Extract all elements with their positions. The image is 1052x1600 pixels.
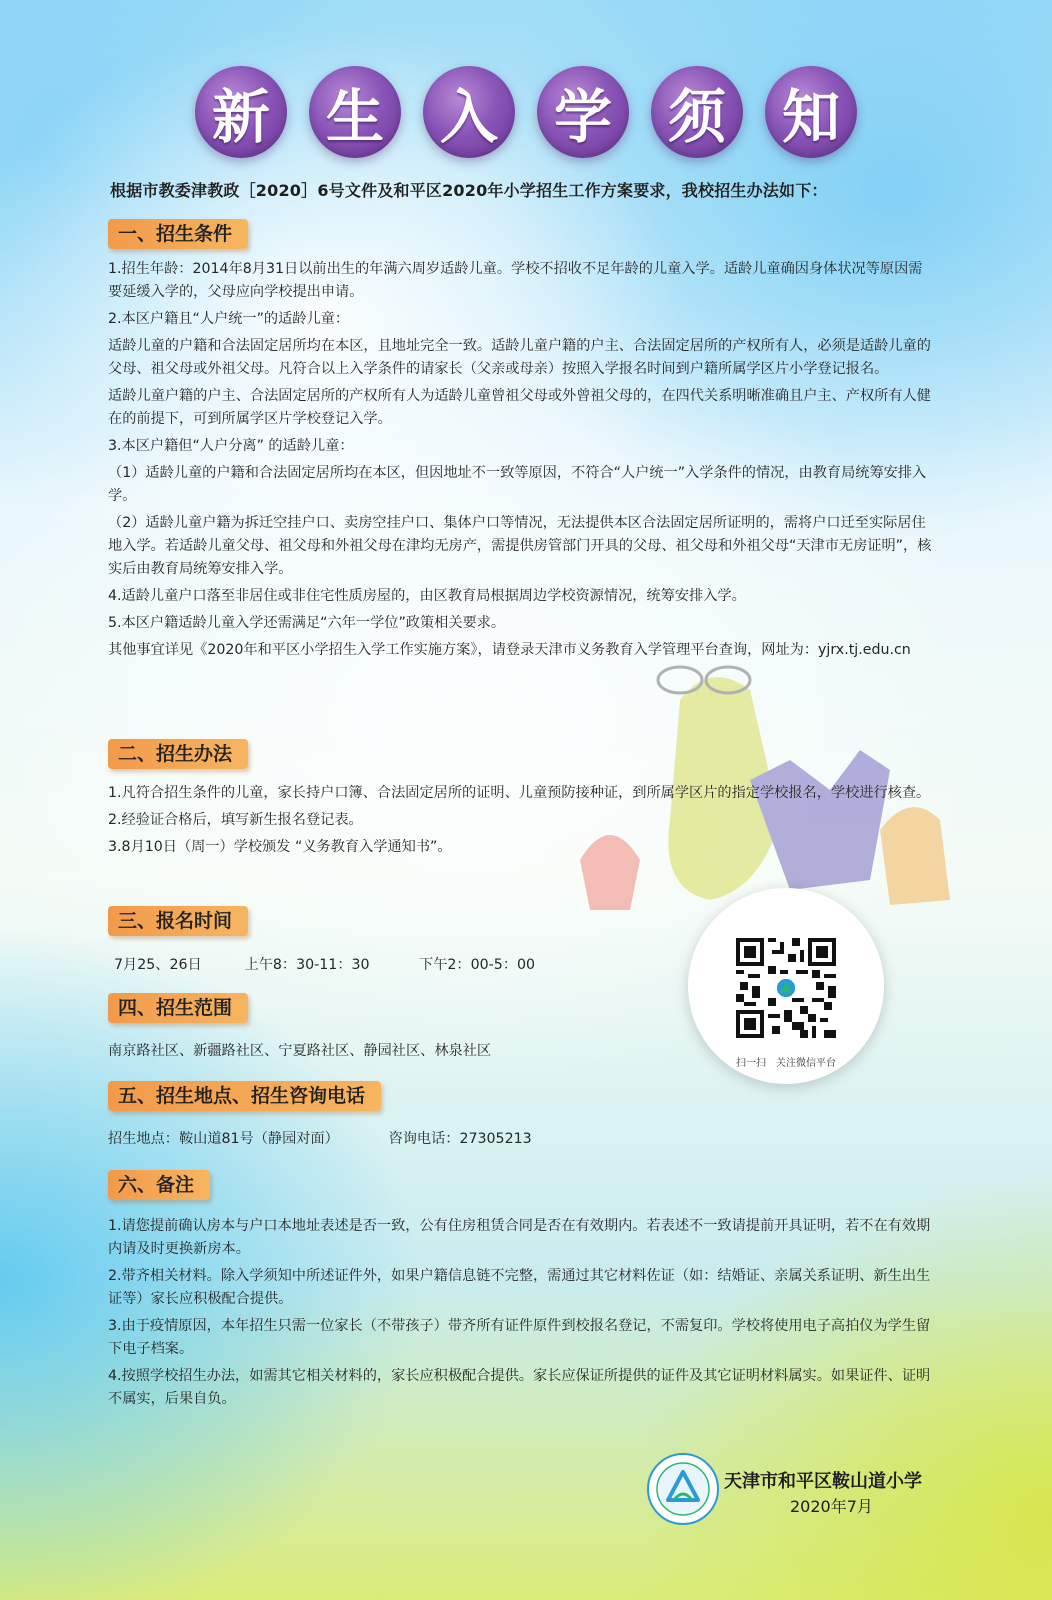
- section-heading-conditions: 一、招生条件: [108, 219, 248, 249]
- section-heading-range: 四、招生范围: [108, 993, 248, 1023]
- section-heading-method: 二、招生办法: [108, 739, 248, 769]
- time-afternoon: 下午2：00-5：00: [419, 957, 536, 973]
- paragraph: 1.凡符合招生条件的儿童，家长持户口簿、合法固定居所的证明、儿童预防接种证，到所属学区片的指定学校报名，学校进行核查。: [108, 785, 931, 801]
- paragraph: 4.适龄儿童户口落至非居住或非住宅性质房屋的，由区教育局根据周边学校资源情况，统筹安排入学。: [108, 588, 746, 604]
- section-body-conditions: [108, 258, 934, 666]
- paragraph: （2）适龄儿童户籍为拆迁空挂户口、卖房空挂户口、集体户口等情况，无法提供本区合法固定居所证明的，需将户口迁至实际居住地入学。若适龄儿童父母、祖父母和外祖父母在津均无房产，需提供房管部门开具的父母、祖父母和外祖父母“天津市无房证明”，核实后由教育局统筹安排入学。: [108, 515, 932, 577]
- section-heading-time: 三、报名时间: [108, 906, 248, 936]
- paragraph: 其他事宜详见《2020年和平区小学招生入学工作实施方案》，请登录天津市义务教育入学管理平台查询，网址为：yjrx.tj.edu.cn: [108, 642, 911, 658]
- paragraph: 3.本区户籍但“人户分离” 的适龄儿童：: [108, 438, 354, 454]
- school-logo-icon: [646, 1452, 720, 1526]
- paragraph: （1）适龄儿童的户籍和合法固定居所均在本区，但因地址不一致等原因，不符合“人户统一”入学条件的情况，由教育局统筹安排入学。: [108, 465, 927, 504]
- qr-card: [688, 888, 884, 1084]
- title-char-2: 生: [309, 66, 401, 158]
- title-char-1: 新: [195, 66, 287, 158]
- intro-text: 根据市教委津教政［2020］6号文件及和平区2020年小学招生工作方案要求，我校招生办法如下：: [110, 181, 828, 200]
- section-body-range: 南京路社区、新疆路社区、宁夏路社区、静园社区、林泉社区: [108, 1043, 492, 1059]
- title-char-3: 入: [423, 66, 515, 158]
- paragraph: 1.请您提前确认房本与户口本地址表述是否一致，公有住房租赁合同是否在有效期内。若表述不一致请提前开具证明，若不在有效期内请及时更换新房本。: [108, 1218, 931, 1257]
- section-body-method: [108, 782, 934, 863]
- qr-code-icon[interactable]: [736, 938, 836, 1038]
- qr-caption: 扫一扫 关注微信平台: [736, 1058, 836, 1069]
- paragraph: 1.招生年龄：2014年8月31日以前出生的年满六周岁适龄儿童。学校不招收不足年龄的儿童入学。适龄儿童确因身体状况等原因需要延缓入学的，父母应向学校提出申请。: [108, 261, 923, 300]
- section-heading-notes: 六、备注: [108, 1170, 210, 1200]
- paragraph: 5.本区户籍适龄儿童入学还需满足“六年一学位”政策相关要求。: [108, 615, 506, 631]
- phone-text: 咨询电话：27305213: [388, 1131, 532, 1147]
- section-heading-location: 五、招生地点、招生咨询电话: [108, 1081, 381, 1111]
- paragraph: 2.带齐相关材料。除入学须知中所述证件外，如果户籍信息链不完整，需通过其它材料佐证（如：结婚证、亲属关系证明、新生出生证等）家长应积极配合提供。: [108, 1268, 931, 1307]
- title-char-6: 知: [765, 66, 857, 158]
- page-title: [0, 66, 1052, 158]
- paragraph: 适龄儿童户籍的户主、合法固定居所的产权所有人为适龄儿童曾祖父母或外曾祖父母的，在四代关系明晰准确且户主、产权所有人健在的前提下，可到所属学区片学校登记入学。: [108, 388, 931, 427]
- time-date: 7月25、26日: [114, 957, 202, 973]
- paragraph: 3.由于疫情原因，本年招生只需一位家长（不带孩子）带齐所有证件原件到校报名登记，不需复印。学校将使用电子高拍仪为学生留下电子档案。: [108, 1318, 931, 1357]
- school-name: 天津市和平区鞍山道小学: [724, 1471, 922, 1492]
- title-char-5: 须: [651, 66, 743, 158]
- title-char-4: 学: [537, 66, 629, 158]
- paragraph: 2.经验证合格后，填写新生报名登记表。: [108, 812, 363, 828]
- location-text: 招生地点：鞍山道81号（静园对面）: [108, 1131, 339, 1147]
- section-body-time: [108, 954, 668, 977]
- time-morning: 上午8：30-11：30: [244, 957, 370, 973]
- paragraph: 3.8月10日（周一）学校颁发 “义务教育入学通知书”。: [108, 839, 452, 855]
- paragraph: 适龄儿童的户籍和合法固定居所均在本区，且地址完全一致。适龄儿童户籍的户主、合法固定居所的产权所有人，必须是适龄儿童的父母、祖父母或外祖父母。凡符合以上入学条件的请家长（父亲或母亲）按照入学报名时间到户籍所属学区片小学登记报名。: [108, 338, 931, 377]
- paragraph: 4.按照学校招生办法，如需其它相关材料的，家长应积极配合提供。家长应保证所提供的证件及其它证明材料属实。如果证件、证明不属实，后果自负。: [108, 1368, 931, 1407]
- section-body-location: [108, 1128, 728, 1151]
- section-body-notes: [108, 1215, 934, 1415]
- footer-date: 2020年7月: [790, 1497, 873, 1516]
- paragraph: 2.本区户籍且“人户统一”的适龄儿童：: [108, 311, 350, 327]
